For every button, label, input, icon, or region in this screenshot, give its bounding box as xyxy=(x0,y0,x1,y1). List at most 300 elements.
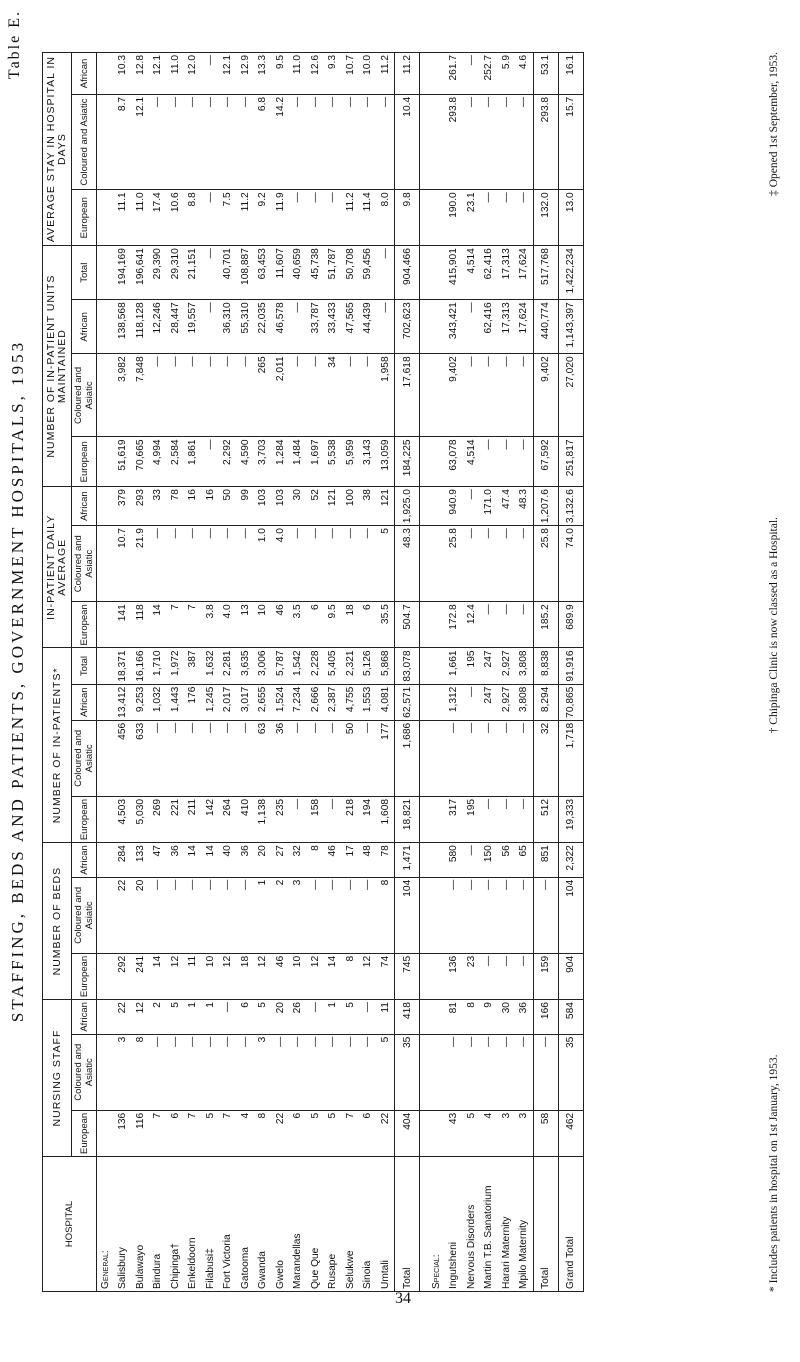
table-cell: — xyxy=(498,437,516,487)
table-row xyxy=(515,53,533,1292)
table-cell: 5 xyxy=(324,1110,342,1156)
empty-cell xyxy=(428,877,445,953)
table-cell: 2 xyxy=(149,1000,167,1035)
table-cell: 904 xyxy=(558,953,583,999)
table-cell: 410 xyxy=(237,796,255,842)
empty-cell xyxy=(428,1034,445,1110)
table-cell: 17,624 xyxy=(515,246,533,300)
table-cell: 74 xyxy=(377,953,395,999)
table-cell: 190.0 xyxy=(445,190,463,246)
table-cell: 5 xyxy=(167,1000,185,1035)
table-cell: 99 xyxy=(237,487,255,526)
table-cell: 4,081 xyxy=(377,684,395,720)
table-cell: — xyxy=(377,246,395,300)
table-cell: 6 xyxy=(359,602,377,648)
table-cell: 284 xyxy=(114,843,132,878)
table-cell: 35 xyxy=(558,1034,583,1110)
empty-cell xyxy=(428,487,445,526)
table-cell: 15.7 xyxy=(558,94,583,189)
empty-cell xyxy=(420,648,429,684)
table-cell: — xyxy=(515,526,533,602)
table-cell: 3,982 xyxy=(114,354,132,437)
table-cell: — xyxy=(149,526,167,602)
table-cell: 63,078 xyxy=(445,437,463,487)
table-cell: 2,666 xyxy=(307,684,325,720)
table-cell: 63,453 xyxy=(254,246,272,300)
table-cell: 6 xyxy=(167,1110,185,1156)
table-cell: 702,623 xyxy=(395,300,420,354)
table-cell: — xyxy=(480,877,498,953)
table-cell: — xyxy=(307,720,325,796)
table-cell: 59,456 xyxy=(359,246,377,300)
table-cell: 9.5 xyxy=(272,53,290,95)
table-cell: 9,402 xyxy=(445,354,463,437)
table-cell: 10 xyxy=(254,602,272,648)
table-cell: 218 xyxy=(342,796,360,842)
table-cell: 38 xyxy=(359,487,377,526)
table-cell: 17 xyxy=(342,843,360,878)
table-cell: — xyxy=(359,1034,377,1110)
table-cell: — xyxy=(377,300,395,354)
table-cell: — xyxy=(289,190,307,246)
empty-cell xyxy=(420,1110,429,1156)
table-cell: — xyxy=(237,526,255,602)
table-cell: 171.0 xyxy=(480,487,498,526)
table-cell: 194 xyxy=(359,796,377,842)
table-cell: 20 xyxy=(254,843,272,878)
table-row xyxy=(149,53,167,1292)
table-cell: 40 xyxy=(219,843,237,878)
table-cell: 6.8 xyxy=(254,94,272,189)
table-cell: 70,665 xyxy=(132,437,150,487)
table-cell: 36 xyxy=(167,843,185,878)
table-cell: 11 xyxy=(377,1000,395,1035)
hospital-name: Filabusi‡ xyxy=(202,1157,220,1292)
empty-cell xyxy=(97,526,115,602)
table-cell: — xyxy=(480,602,498,648)
table-cell: — xyxy=(219,877,237,953)
table-cell: 252.7 xyxy=(480,53,498,95)
table-cell: — xyxy=(533,1034,558,1110)
table-cell: 3,703 xyxy=(254,437,272,487)
empty-cell xyxy=(420,796,429,842)
table-cell: 47 xyxy=(149,843,167,878)
table-cell: 45,738 xyxy=(307,246,325,300)
table-cell: 121 xyxy=(377,487,395,526)
empty-cell xyxy=(428,648,445,684)
empty-cell xyxy=(428,437,445,487)
table-cell: — xyxy=(463,684,481,720)
table-cell: 211 xyxy=(184,796,202,842)
table-cell: — xyxy=(498,94,516,189)
table-cell: — xyxy=(342,1034,360,1110)
hospital-table xyxy=(42,52,584,1292)
table-cell: 11.4 xyxy=(359,190,377,246)
table-cell: 3,017 xyxy=(237,684,255,720)
table-cell: — xyxy=(289,94,307,189)
table-cell: — xyxy=(184,720,202,796)
empty-cell xyxy=(97,1110,115,1156)
table-cell: 1,661 xyxy=(445,648,463,684)
table-cell: 14 xyxy=(149,953,167,999)
table-cell: 132.0 xyxy=(533,190,558,246)
table-cell: 1,143,397 xyxy=(558,300,583,354)
table-cell: 58 xyxy=(533,1110,558,1156)
empty-cell xyxy=(428,843,445,878)
table-cell: 261.7 xyxy=(445,53,463,95)
empty-cell xyxy=(97,354,115,437)
table-cell: — xyxy=(498,877,516,953)
table-cell: 8 xyxy=(132,1034,150,1110)
table-cell: 293 xyxy=(132,487,150,526)
table-cell: 1,471 xyxy=(395,843,420,878)
table-cell: — xyxy=(324,1034,342,1110)
table-cell: — xyxy=(359,354,377,437)
table-cell: 27 xyxy=(272,843,290,878)
empty-cell xyxy=(420,1157,429,1292)
table-cell: 195 xyxy=(463,648,481,684)
table-cell: — xyxy=(289,354,307,437)
table-cell: 1,207.6 xyxy=(533,487,558,526)
table-cell: 9,253 xyxy=(132,684,150,720)
table-cell: 7 xyxy=(149,1110,167,1156)
table-cell: 7 xyxy=(219,1110,237,1156)
empty-cell xyxy=(420,1000,429,1035)
table-cell: 35 xyxy=(395,1034,420,1110)
table-cell: — xyxy=(480,94,498,189)
table-cell: 7 xyxy=(342,1110,360,1156)
empty-cell xyxy=(428,526,445,602)
empty-cell xyxy=(428,720,445,796)
table-cell: 3,808 xyxy=(515,648,533,684)
table-cell: — xyxy=(359,720,377,796)
table-cell: 53.1 xyxy=(533,53,558,95)
table-cell: 4,994 xyxy=(149,437,167,487)
table-cell: 504.7 xyxy=(395,602,420,648)
table-cell: — xyxy=(219,1034,237,1110)
table-cell: 62,416 xyxy=(480,300,498,354)
table-cell: — xyxy=(515,602,533,648)
table-cell: 50,708 xyxy=(342,246,360,300)
empty-cell xyxy=(428,1110,445,1156)
empty-cell xyxy=(420,843,429,878)
table-cell: 293.8 xyxy=(445,94,463,189)
footnotes xyxy=(768,52,780,1292)
table-cell: 23.1 xyxy=(463,190,481,246)
table-cell: 4.0 xyxy=(272,526,290,602)
table-cell: 12.1 xyxy=(219,53,237,95)
empty-cell xyxy=(97,300,115,354)
page-title: STAFFING, BEDS AND PATIENTS, GOVERNMENT HOSPITALS, 1953 xyxy=(8,339,27,1023)
hospital-name: Gatooma xyxy=(237,1157,255,1292)
table-cell: — xyxy=(237,1034,255,1110)
hospital-header: HOSPITAL xyxy=(43,1157,97,1292)
table-cell: 247 xyxy=(480,684,498,720)
table-cell: 78 xyxy=(377,843,395,878)
table-cell: 1,972 xyxy=(167,648,185,684)
table-cell: 2,292 xyxy=(219,437,237,487)
table-cell: 12 xyxy=(132,1000,150,1035)
table-cell: — xyxy=(498,720,516,796)
table-row xyxy=(342,53,360,1292)
hospital-name: Total xyxy=(395,1157,420,1292)
table-cell: 13.0 xyxy=(558,190,583,246)
table-cell: — xyxy=(167,720,185,796)
table-cell: 12 xyxy=(219,953,237,999)
section-label: General: xyxy=(97,1157,115,1292)
hospital-name: Ingutsheni xyxy=(445,1157,463,1292)
footnote: † Chipinga Clinic is now classed as a Hospital. xyxy=(768,517,780,734)
table-cell: — xyxy=(359,94,377,189)
table-cell: — xyxy=(342,877,360,953)
table-cell: — xyxy=(498,953,516,999)
table-cell: — xyxy=(342,354,360,437)
table-cell: — xyxy=(307,1034,325,1110)
table-cell: 904,466 xyxy=(395,246,420,300)
table-cell: 1,032 xyxy=(149,684,167,720)
empty-cell xyxy=(428,684,445,720)
column-header: Coloured and Asiatic xyxy=(72,354,97,437)
table-cell: 1 xyxy=(184,1000,202,1035)
empty-cell xyxy=(97,487,115,526)
table-cell: 36 xyxy=(515,1000,533,1035)
table-cell: 10.6 xyxy=(167,190,185,246)
column-header: African xyxy=(72,300,97,354)
empty-cell xyxy=(428,602,445,648)
table-cell: 5,538 xyxy=(324,437,342,487)
table-cell: 30 xyxy=(289,487,307,526)
table-cell: 36,310 xyxy=(219,300,237,354)
table-cell: 7 xyxy=(167,602,185,648)
table-cell: 196,641 xyxy=(132,246,150,300)
table-cell: — xyxy=(445,877,463,953)
column-header: African xyxy=(72,487,97,526)
table-cell: 633 xyxy=(132,720,150,796)
table-cell: 43 xyxy=(445,1110,463,1156)
table-cell: 8 xyxy=(307,843,325,878)
empty-cell xyxy=(97,437,115,487)
table-cell: 5,868 xyxy=(377,648,395,684)
table-cell: 11.1 xyxy=(114,190,132,246)
table-cell: 36 xyxy=(237,843,255,878)
table-cell: — xyxy=(289,526,307,602)
empty-cell xyxy=(420,437,429,487)
table-cell: — xyxy=(202,246,220,300)
table-cell: 14 xyxy=(184,843,202,878)
empty-cell xyxy=(420,354,429,437)
table-cell: 121 xyxy=(324,487,342,526)
empty-cell xyxy=(428,53,445,95)
table-cell: 343,421 xyxy=(445,300,463,354)
column-header: European xyxy=(72,1110,97,1156)
page-number: 34 xyxy=(395,1290,411,1307)
table-cell: — xyxy=(307,94,325,189)
table-cell: 5 xyxy=(254,1000,272,1035)
table-cell: — xyxy=(202,877,220,953)
table-cell: 2,017 xyxy=(219,684,237,720)
column-header: European xyxy=(72,796,97,842)
table-cell: — xyxy=(480,1034,498,1110)
table-cell: 1,284 xyxy=(272,437,290,487)
table-row xyxy=(289,53,307,1292)
table-cell: — xyxy=(219,720,237,796)
table-cell: 44,439 xyxy=(359,300,377,354)
table-row xyxy=(272,53,290,1292)
table-cell: 4.0 xyxy=(219,602,237,648)
table-cell: 25.8 xyxy=(533,526,558,602)
table-cell: 462 xyxy=(558,1110,583,1156)
table-cell: 55,310 xyxy=(237,300,255,354)
column-header: European xyxy=(72,437,97,487)
table-cell: — xyxy=(515,437,533,487)
table-cell: 7 xyxy=(184,1110,202,1156)
table-cell: 851 xyxy=(533,843,558,878)
table-cell: 251,817 xyxy=(558,437,583,487)
table-cell: 292 xyxy=(114,953,132,999)
table-cell: 3,132.6 xyxy=(558,487,583,526)
table-cell: — xyxy=(202,300,220,354)
empty-cell xyxy=(97,877,115,953)
table-row xyxy=(219,53,237,1292)
table-cell: 159 xyxy=(533,953,558,999)
table-cell: 10.4 xyxy=(395,94,420,189)
table-cell: 1,697 xyxy=(307,437,325,487)
table-cell: 3 xyxy=(289,877,307,953)
empty-cell xyxy=(97,94,115,189)
table-cell: 18 xyxy=(342,602,360,648)
table-cell: — xyxy=(184,1034,202,1110)
table-cell: — xyxy=(445,720,463,796)
table-cell: 580 xyxy=(445,843,463,878)
table-cell: — xyxy=(480,190,498,246)
table-cell: — xyxy=(149,1034,167,1110)
column-header: Coloured and Asiatic xyxy=(72,720,97,796)
table-row xyxy=(377,53,395,1292)
table-cell: 1,861 xyxy=(184,437,202,487)
group-header: NURSING STAFF xyxy=(43,1000,72,1157)
table-cell: 12 xyxy=(307,953,325,999)
table-cell: 5,787 xyxy=(272,648,290,684)
table-cell: 100 xyxy=(342,487,360,526)
section-label: Special: xyxy=(428,1157,445,1292)
table-cell: 2 xyxy=(272,877,290,953)
table-cell: — xyxy=(307,877,325,953)
table-cell: 11.2 xyxy=(237,190,255,246)
table-cell: 29,390 xyxy=(149,246,167,300)
empty-cell xyxy=(97,843,115,878)
table-cell: 10.3 xyxy=(114,53,132,95)
table-cell: 81 xyxy=(445,1000,463,1035)
table-cell: 9.3 xyxy=(324,53,342,95)
table-cell: 34 xyxy=(324,354,342,437)
table-cell: — xyxy=(202,53,220,95)
table-cell: 404 xyxy=(395,1110,420,1156)
table-cell: 51,619 xyxy=(114,437,132,487)
footnote: ‡ Opened 1st September, 1953. xyxy=(768,52,780,196)
table-cell: 13.3 xyxy=(254,53,272,95)
table-cell: — xyxy=(202,437,220,487)
column-header: Coloured and Asiatic xyxy=(72,1034,97,1110)
table-cell: 20 xyxy=(132,877,150,953)
table-cell: — xyxy=(289,796,307,842)
table-cell: — xyxy=(324,877,342,953)
table-cell: — xyxy=(149,877,167,953)
table-cell: 16.1 xyxy=(558,53,583,95)
table-cell: 5 xyxy=(307,1110,325,1156)
table-cell: 18,821 xyxy=(395,796,420,842)
grand-total-row xyxy=(558,53,583,1292)
table-cell: 67,592 xyxy=(533,437,558,487)
table-cell: 17.4 xyxy=(149,190,167,246)
hospital-name: Bindura xyxy=(149,1157,167,1292)
table-cell: — xyxy=(463,53,481,95)
table-cell: 28,447 xyxy=(167,300,185,354)
empty-cell xyxy=(420,300,429,354)
table-cell: — xyxy=(480,796,498,842)
table-cell: 8.8 xyxy=(184,190,202,246)
table-cell: — xyxy=(149,94,167,189)
hospital-name: Marandellas xyxy=(289,1157,307,1292)
table-cell: 12.8 xyxy=(132,53,150,95)
hospital-name: Mpilo Maternity xyxy=(515,1157,533,1292)
group-header: NUMBER OF IN-PATIENTS* xyxy=(43,648,72,843)
table-cell: 1,422,234 xyxy=(558,246,583,300)
empty-cell xyxy=(420,190,429,246)
table-cell: 33,787 xyxy=(307,300,325,354)
table-cell: 5,126 xyxy=(359,648,377,684)
table-cell: — xyxy=(202,190,220,246)
table-cell: 11.0 xyxy=(167,53,185,95)
empty-cell xyxy=(97,53,115,95)
table-cell: 13,059 xyxy=(377,437,395,487)
table-cell: 2,387 xyxy=(324,684,342,720)
table-cell: 50 xyxy=(342,720,360,796)
table-cell: — xyxy=(237,720,255,796)
table-cell: 5 xyxy=(463,1110,481,1156)
table-cell: — xyxy=(289,720,307,796)
table-cell: 11.0 xyxy=(289,53,307,95)
table-cell: — xyxy=(463,1034,481,1110)
table-cell: 3,006 xyxy=(254,648,272,684)
empty-cell xyxy=(428,94,445,189)
table-cell: 3.8 xyxy=(202,602,220,648)
column-header: African xyxy=(72,843,97,878)
table-cell: 7.5 xyxy=(219,190,237,246)
table-cell: 103 xyxy=(272,487,290,526)
table-cell: 184,225 xyxy=(395,437,420,487)
table-cell: 12.4 xyxy=(463,602,481,648)
table-cell: 5,030 xyxy=(132,796,150,842)
table-cell: — xyxy=(202,1034,220,1110)
table-cell: — xyxy=(359,877,377,953)
table-cell: — xyxy=(202,94,220,189)
empty-cell xyxy=(97,246,115,300)
table-cell: 11.9 xyxy=(272,190,290,246)
table-cell: 78 xyxy=(167,487,185,526)
table-cell: 16 xyxy=(184,487,202,526)
table-cell: 11.2 xyxy=(342,190,360,246)
table-cell: 12.1 xyxy=(132,94,150,189)
empty-cell xyxy=(428,354,445,437)
table-cell: 2,321 xyxy=(342,648,360,684)
hospital-name: Umtali xyxy=(377,1157,395,1292)
table-cell: 48.3 xyxy=(395,526,420,602)
table-cell: 6 xyxy=(307,602,325,648)
table-cell: — xyxy=(463,526,481,602)
table-cell: — xyxy=(359,526,377,602)
table-cell: 47.4 xyxy=(498,487,516,526)
table-cell: 2,322 xyxy=(558,843,583,878)
